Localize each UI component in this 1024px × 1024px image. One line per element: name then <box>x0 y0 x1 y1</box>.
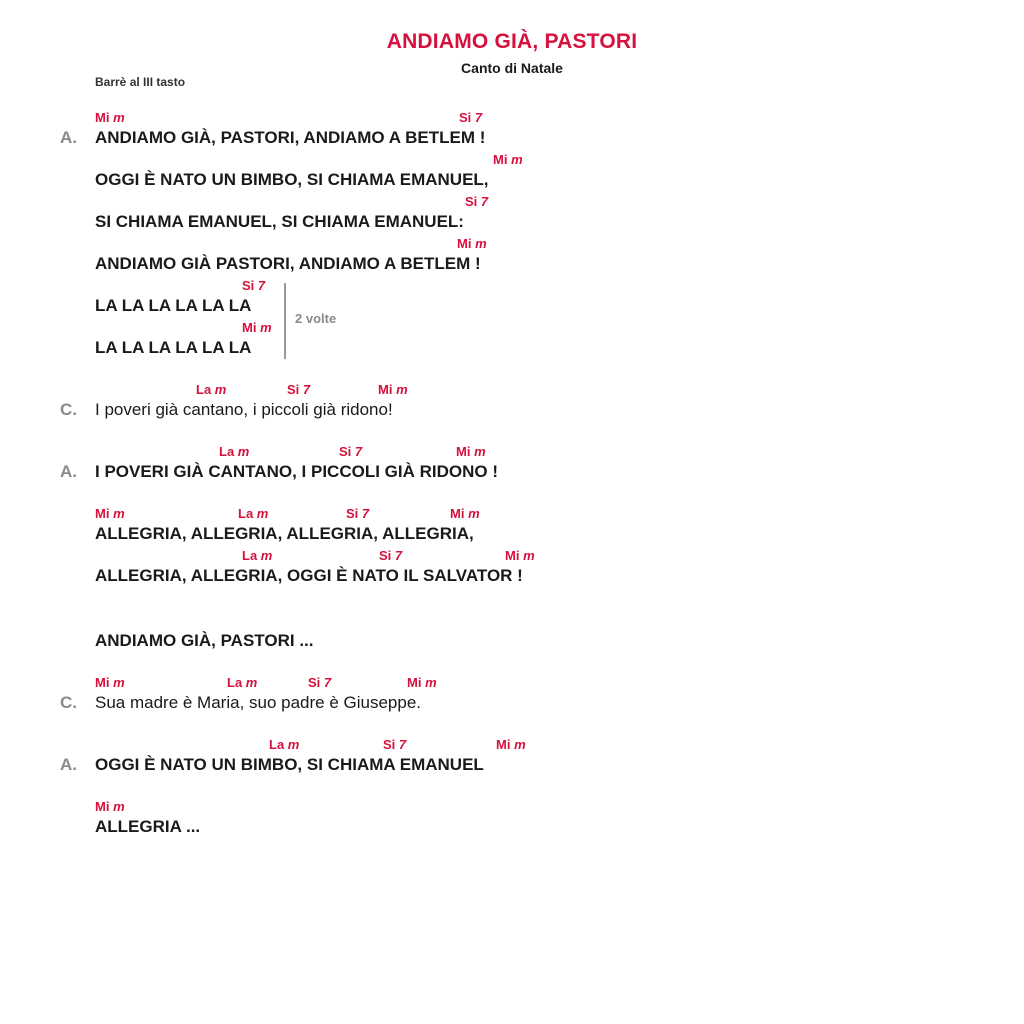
section-marker: A. <box>60 462 77 481</box>
chord: Mi m <box>407 675 437 690</box>
song-subtitle: Canto di Natale <box>461 60 563 76</box>
chord: Mi m <box>457 236 487 251</box>
repeat-bracket <box>284 283 286 359</box>
repeat-label: 2 volte <box>295 311 337 326</box>
lyric-line: ANDIAMO GIÀ, PASTORI ... <box>95 631 314 650</box>
chord: Si 7 <box>379 548 403 563</box>
song-title: ANDIAMO GIÀ, PASTORI <box>386 30 638 53</box>
chord: Mi m <box>493 152 523 167</box>
capo-note: Barrè al III tasto <box>95 75 186 89</box>
lyric-line: ALLEGRIA ... <box>95 817 201 836</box>
chord: Mi m <box>378 382 408 397</box>
chord: Si 7 <box>346 506 370 521</box>
chord: Si 7 <box>242 278 266 293</box>
chord: La m <box>219 444 250 459</box>
chord: Mi m <box>95 799 125 814</box>
chord: Mi m <box>242 320 272 335</box>
lyric-line: OGGI È NATO UN BIMBO, SI CHIAMA EMANUEL, <box>95 170 489 189</box>
lyric-line: ALLEGRIA, ALLEGRIA, OGGI È NATO IL SALVATOR ! <box>95 566 523 585</box>
section-marker: C. <box>60 400 77 419</box>
chord: Si 7 <box>383 737 407 752</box>
lyric-line: ANDIAMO GIÀ PASTORI, ANDIAMO A BETLEM ! <box>95 254 481 273</box>
lyric-line: LA LA LA LA LA LA <box>95 338 252 357</box>
chord: Mi m <box>95 506 125 521</box>
chord: La m <box>238 506 269 521</box>
chord: Mi m <box>456 444 486 459</box>
lyric-line: Sua madre è Maria, suo padre è Giuseppe. <box>95 693 422 712</box>
chord: Mi m <box>450 506 480 521</box>
section-marker: A. <box>60 755 77 774</box>
chord: Si 7 <box>287 382 311 397</box>
chord: Si 7 <box>339 444 363 459</box>
chord: Mi m <box>496 737 526 752</box>
lyric-line: ALLEGRIA, ALLEGRIA, ALLEGRIA, ALLEGRIA, <box>95 524 474 543</box>
lyric-line: SI CHIAMA EMANUEL, SI CHIAMA EMANUEL: <box>95 212 464 231</box>
lyric-line: ANDIAMO GIÀ, PASTORI, ANDIAMO A BETLEM ! <box>95 128 486 147</box>
chord: Mi m <box>95 110 125 125</box>
chord: La m <box>227 675 258 690</box>
lyric-line: LA LA LA LA LA LA <box>95 296 252 315</box>
chord: Si 7 <box>459 110 483 125</box>
chord: Mi m <box>505 548 535 563</box>
chord: Si 7 <box>465 194 489 209</box>
lyric-line: OGGI È NATO UN BIMBO, SI CHIAMA EMANUEL <box>95 755 484 774</box>
section-marker: C. <box>60 693 77 712</box>
chord: Si 7 <box>308 675 332 690</box>
chord: La m <box>242 548 273 563</box>
lyric-line: I POVERI GIÀ CANTANO, I PICCOLI GIÀ RIDONO ! <box>95 462 498 481</box>
chord: Mi m <box>95 675 125 690</box>
section-marker: A. <box>60 128 77 147</box>
chord: La m <box>196 382 227 397</box>
chord: La m <box>269 737 300 752</box>
lyric-line: I poveri già cantano, i piccoli già ridono! <box>95 400 393 419</box>
